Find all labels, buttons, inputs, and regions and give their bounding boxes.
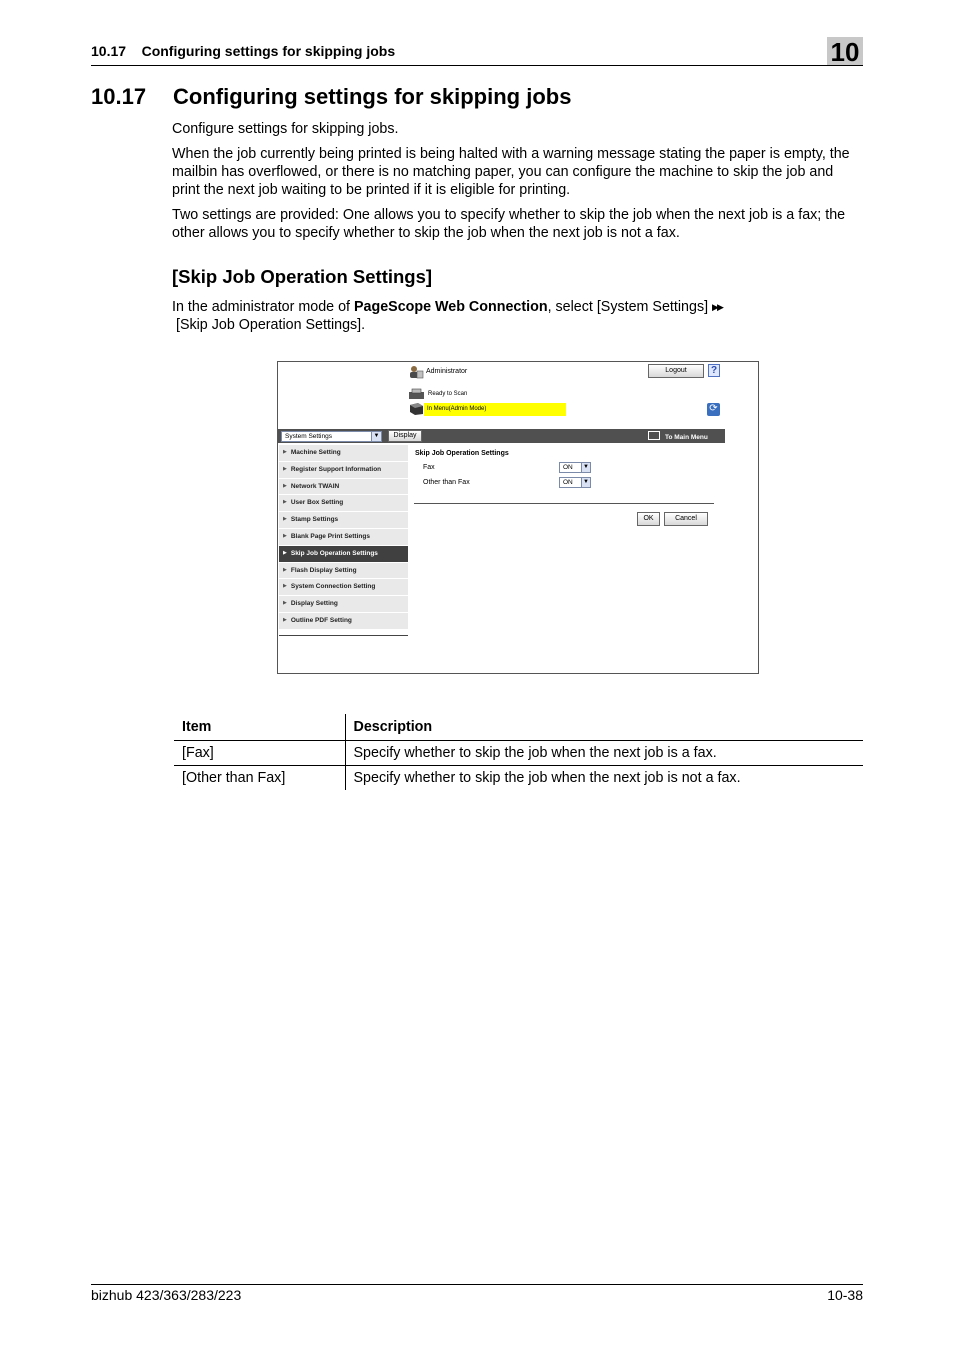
fax-label: Fax <box>423 464 435 471</box>
sidebar-item-outline-pdf-setting[interactable] <box>279 613 408 630</box>
sidebar-item-system-connection-setting[interactable] <box>279 579 408 596</box>
table-header-row <box>174 714 863 740</box>
instruction-app-name: PageScope Web Connection <box>353 299 548 315</box>
admin-icon <box>408 365 424 379</box>
chevron-down-icon: ▼ <box>371 432 381 441</box>
triangle-right-icon: ▶ <box>283 583 287 590</box>
web-connection-screenshot <box>277 361 759 674</box>
footer-page-number: 10-38 <box>827 1287 863 1303</box>
other-than-fax-label: Other than Fax <box>423 479 470 486</box>
sidebar-item-machine-setting[interactable] <box>279 445 408 462</box>
ok-button[interactable]: OK <box>637 512 660 526</box>
sidebar-item-stamp-settings[interactable] <box>279 512 408 529</box>
subsection-title: [Skip Job Operation Settings] <box>172 266 433 287</box>
logout-button[interactable]: Logout <box>648 364 704 378</box>
fax-select-value: ON <box>563 464 573 471</box>
sidebar-item-skip-job-operation-settings[interactable] <box>279 546 408 563</box>
category-select-value: System Settings <box>285 433 332 440</box>
mode-status-bar: In Menu(Admin Mode) <box>424 403 566 416</box>
table-cell-description: Specify whether to skip the job when the next job is a fax. <box>345 740 863 765</box>
instruction-paragraph <box>172 298 864 334</box>
sidebar-item-label: Outline PDF Setting <box>290 616 352 624</box>
content-title: Skip Job Operation Settings <box>415 450 509 457</box>
section-title-text: Configuring settings for skipping jobs <box>173 84 572 109</box>
double-arrow-icon: ▶▶ <box>712 302 722 312</box>
sidebar-item-display-setting[interactable] <box>279 596 408 613</box>
triangle-right-icon: ▶ <box>283 549 287 556</box>
instruction-mid: , select [System Settings] <box>547 299 713 315</box>
table-row <box>174 740 863 765</box>
other-than-fax-select-value: ON <box>563 479 573 486</box>
printer-icon <box>408 388 425 400</box>
triangle-right-icon: ▶ <box>283 600 287 607</box>
sidebar-item-label: Skip Job Operation Settings <box>290 549 378 557</box>
other-than-fax-select[interactable] <box>559 477 591 488</box>
fax-select[interactable] <box>559 462 591 473</box>
footer-model: bizhub 423/363/283/223 <box>91 1287 242 1303</box>
help-icon[interactable]: ? <box>708 364 720 377</box>
settings-table <box>174 714 863 790</box>
triangle-right-icon: ▶ <box>283 499 287 506</box>
main-menu-icon <box>648 431 660 440</box>
column-header-description: Description <box>345 714 863 740</box>
triangle-right-icon: ▶ <box>283 532 287 539</box>
sidebar-item-network-twain[interactable] <box>279 479 408 496</box>
content-divider <box>414 503 714 504</box>
settings-paragraph: Two settings are provided: One allows you to specify whether to skip the job when the next job is a fax; the other allows you to specify whether to skip the job when the next job is not a fax. <box>172 207 846 241</box>
sidebar-item-label: Machine Setting <box>290 449 341 456</box>
sidebar-item-blank-page-print-settings[interactable] <box>279 529 408 546</box>
column-header-item: Item <box>174 714 345 740</box>
sidebar-item-label: Flash Display Setting <box>290 566 357 574</box>
mode-icon <box>408 402 424 416</box>
sidebar-item-register-support-information[interactable] <box>279 462 408 479</box>
instruction-prefix: In the administrator mode of <box>172 299 354 315</box>
display-button[interactable]: Display <box>388 430 422 442</box>
sidebar-divider <box>279 635 408 636</box>
triangle-right-icon: ▶ <box>283 465 287 472</box>
settings-sidebar <box>279 445 408 630</box>
sidebar-item-label: Display Setting <box>290 600 338 608</box>
table-cell-item: [Fax] <box>174 740 345 765</box>
chevron-down-icon: ▼ <box>581 463 590 472</box>
triangle-right-icon: ▶ <box>283 616 287 623</box>
sidebar-item-label: Blank Page Print Settings <box>290 532 370 540</box>
description-paragraph: When the job currently being printed is being halted with a warning message stating the paper is empty, the mailbin has overflowed, or there is no matching paper, you can configure the machine to skip the job and print the next job waiting to be printed if it is eligible for printing. <box>172 146 850 198</box>
sidebar-item-label: User Box Setting <box>290 499 344 507</box>
sidebar-item-label: Stamp Settings <box>290 516 339 524</box>
ready-status-label: Ready to Scan <box>428 391 468 397</box>
running-footer <box>91 1284 863 1303</box>
instruction-suffix: [Skip Job Operation Settings]. <box>172 317 366 333</box>
running-header <box>91 37 863 67</box>
section-title <box>91 84 571 110</box>
category-select[interactable] <box>281 431 382 442</box>
triangle-right-icon: ▶ <box>283 566 287 573</box>
to-main-menu-link[interactable] <box>648 431 708 443</box>
chevron-down-icon: ▼ <box>581 478 590 487</box>
sidebar-item-label: System Connection Setting <box>290 583 376 591</box>
table-row <box>174 765 863 790</box>
intro-paragraph: Configure settings for skipping jobs. <box>172 121 399 137</box>
admin-label: Administrator <box>426 368 468 375</box>
table-cell-item: [Other than Fax] <box>174 765 345 790</box>
running-header-title: 10.17 Configuring settings for skipping jobs <box>91 43 396 59</box>
triangle-right-icon: ▶ <box>283 449 287 455</box>
refresh-icon[interactable]: ⟳ <box>707 403 720 416</box>
chapter-number-badge: 10 <box>827 37 863 65</box>
sidebar-item-label: Network TWAIN <box>290 482 340 490</box>
cancel-button[interactable]: Cancel <box>664 512 708 526</box>
table-cell-description: Specify whether to skip the job when the next job is not a fax. <box>353 769 741 786</box>
triangle-right-icon: ▶ <box>283 516 287 523</box>
sidebar-item-user-box-setting[interactable] <box>279 495 408 512</box>
to-main-menu-label: To Main Menu <box>665 434 708 441</box>
sidebar-item-label: Register Support Information <box>290 465 382 473</box>
sidebar-item-flash-display-setting[interactable] <box>279 563 408 580</box>
menu-bar <box>278 429 725 443</box>
triangle-right-icon: ▶ <box>283 482 287 489</box>
section-number: 10.17 <box>91 84 147 109</box>
